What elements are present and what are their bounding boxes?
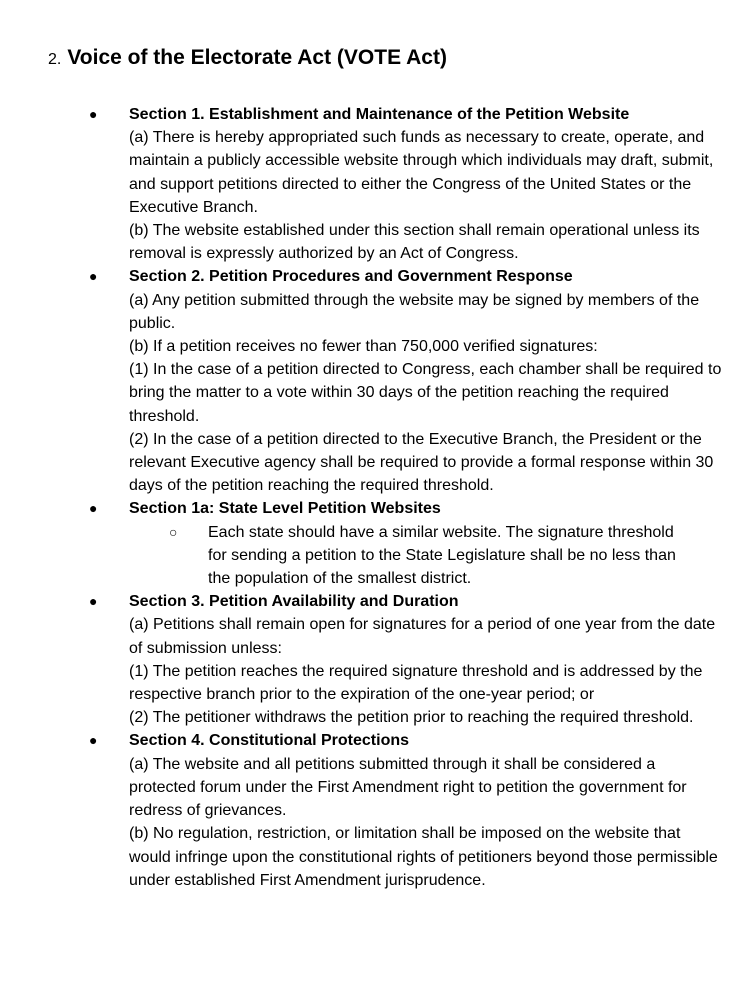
section-paragraph: (1) The petition reaches the required signature threshold and is addressed by the respective branch prior to the expiration of the one-year period; or xyxy=(129,662,703,704)
bullet-icon: ● xyxy=(89,732,98,749)
section-paragraph: (1) In the case of a petition directed to Congress, each chamber shall be required to bring the matter to a vote within 30 days of the petition reaching the required threshold. xyxy=(129,361,722,425)
sub-list xyxy=(129,521,723,591)
section-paragraph: (b) The website established under this section shall remain operational unless its removal is expressly authorized by an Act of Congress. xyxy=(129,222,700,263)
section-paragraph: (a) There is hereby appropriated such funds as necessary to create, operate, and maintain a publicly accessible website through which individuals may draft, submit, and support petitions directed to either the Congress of the United States or the Executive Branch. xyxy=(129,129,714,216)
section-item-4 xyxy=(0,729,743,891)
section-item-1a xyxy=(0,497,743,590)
sub-item-text: Each state should have a similar website. The signature threshold for sending a petition to the State Legislature shall be no less than the population of the smallest district. xyxy=(208,523,676,588)
section-item-3 xyxy=(0,590,743,729)
document-heading xyxy=(48,46,447,70)
sub-list-item xyxy=(129,521,723,591)
section-paragraph: (a) Petitions shall remain open for signatures for a period of one year from the date of submission unless: xyxy=(129,616,716,657)
section-title: Section 3. Petition Availability and Duration xyxy=(129,593,459,611)
bullet-icon: ● xyxy=(89,500,98,517)
section-item-2 xyxy=(0,265,743,497)
section-title: Section 4. Constitutional Protections xyxy=(129,732,410,750)
circle-bullet-icon: ○ xyxy=(169,523,178,540)
bullet-icon: ● xyxy=(89,593,98,610)
section-title: Section 2. Petition Procedures and Government Response xyxy=(129,268,573,286)
bullet-icon: ● xyxy=(89,268,98,285)
section-title: Section 1. Establishment and Maintenance of the Petition Website xyxy=(129,106,630,123)
section-paragraph: (2) In the case of a petition directed to the Executive Branch, the President or the relevant Executive agency shall be required to provide a formal response within 30 days of the petition reaching the required threshold. xyxy=(129,430,714,495)
section-paragraph: (b) If a petition receives no fewer than 750,000 verified signatures: xyxy=(129,338,598,356)
page-title: Voice of the Electorate Act (VOTE Act) xyxy=(67,46,447,69)
section-title: Section 1a: State Level Petition Websites xyxy=(129,500,441,518)
section-list xyxy=(0,103,743,892)
section-paragraph: (b) No regulation, restriction, or limitation shall be imposed on the website that would infringe upon the constitutional rights of petitioners beyond those permissible under established First Amendment jurisprudence. xyxy=(129,825,718,889)
section-paragraph: (a) Any petition submitted through the website may be signed by members of the public. xyxy=(129,291,700,332)
section-paragraph: (2) The petitioner withdraws the petition prior to reaching the required threshold. xyxy=(129,709,694,727)
section-paragraph: (a) The website and all petitions submitted through it shall be considered a protected forum under the First Amendment right to petition the government for redress of grievances. xyxy=(129,755,687,820)
heading-number: 2. xyxy=(48,51,62,68)
bullet-icon: ● xyxy=(89,106,98,122)
section-item-1 xyxy=(0,103,743,265)
